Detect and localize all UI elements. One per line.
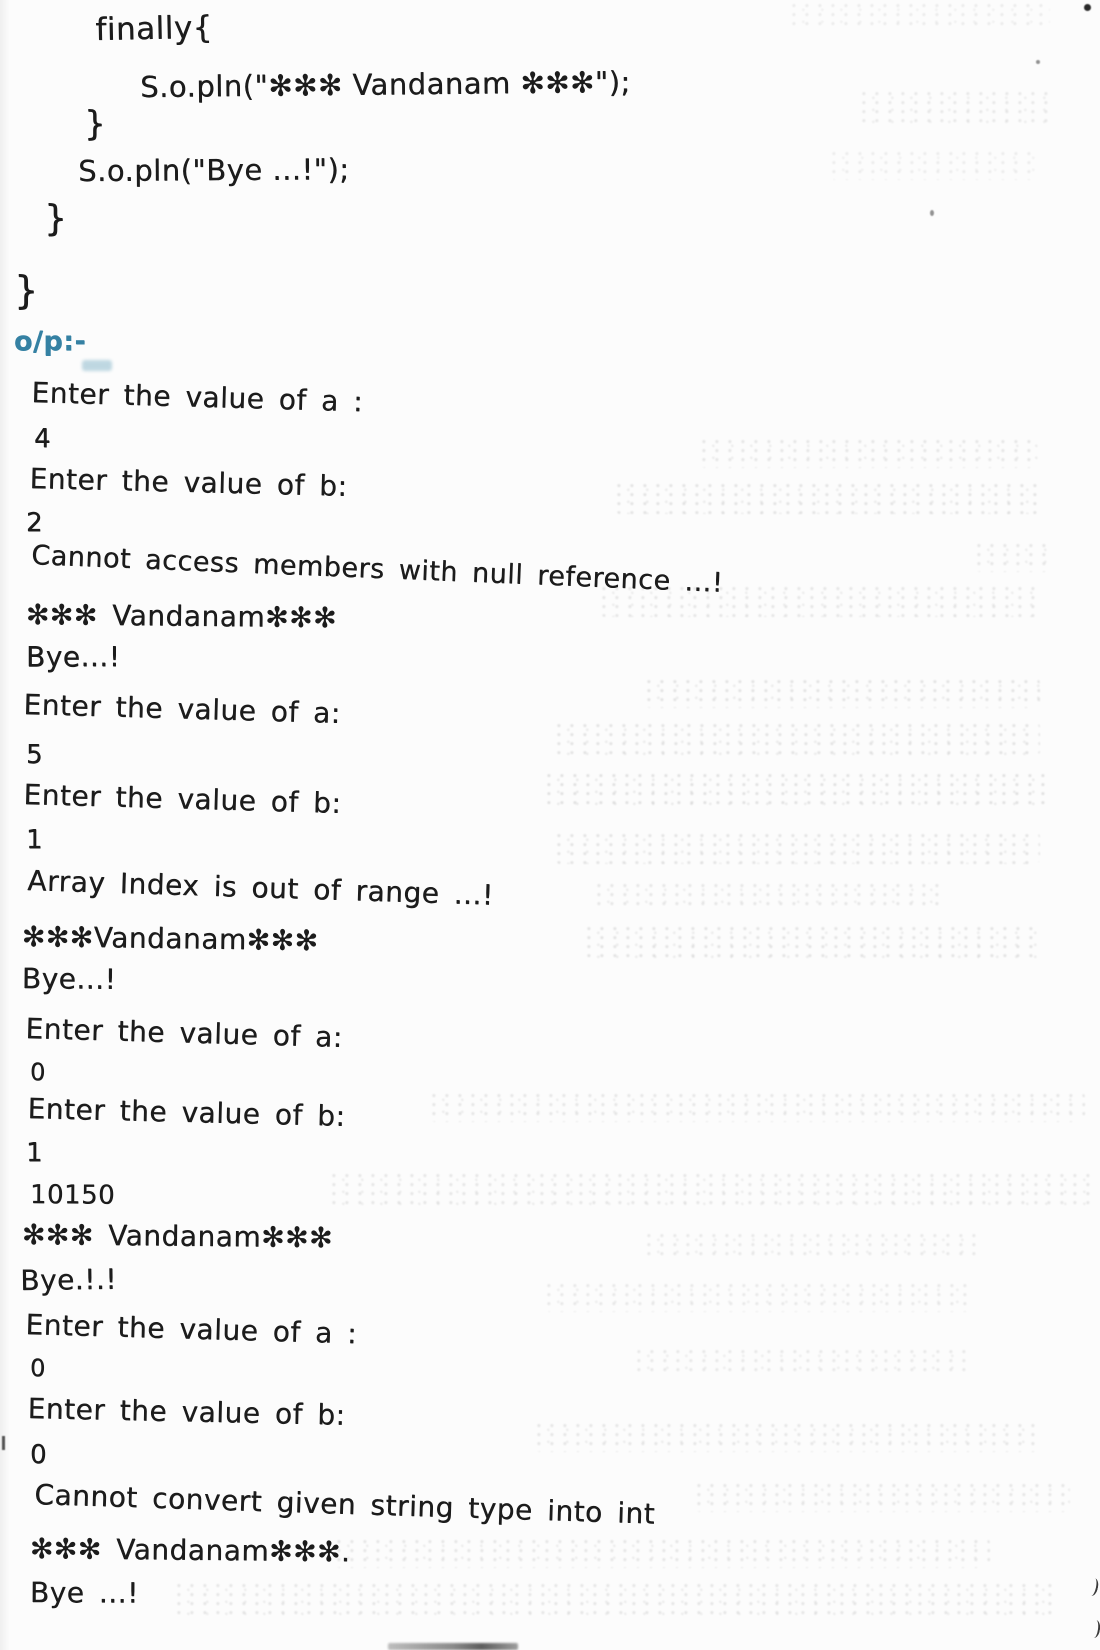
output-line: Cannot access members with null reference ...! bbox=[30, 540, 724, 599]
stray-ink-mark bbox=[1086, 1577, 1100, 1597]
stray-ink-mark bbox=[1089, 1619, 1100, 1638]
output-line: Enter the value of a : bbox=[31, 376, 364, 419]
bleedthrough-smudge bbox=[330, 1172, 1090, 1206]
output-line: ✻✻✻ Vandanam✻✻✻ bbox=[25, 598, 338, 635]
code-line: S.o.pln("✻✻✻ Vandanam ✻✻✻"); bbox=[140, 64, 631, 104]
bleedthrough-smudge bbox=[175, 1582, 1060, 1616]
bleedthrough-smudge bbox=[695, 1482, 1070, 1512]
code-line: finally{ bbox=[95, 9, 214, 48]
output-line: ✻✻✻ Vandanam✻✻✻ bbox=[21, 1218, 334, 1255]
bleedthrough-smudge bbox=[555, 832, 1040, 864]
code-line: } bbox=[84, 104, 107, 144]
paper-edge-mark bbox=[2, 1436, 5, 1450]
bleedthrough-smudge bbox=[615, 482, 1040, 514]
bleedthrough-smudge bbox=[860, 90, 1050, 124]
bleedthrough-smudge bbox=[830, 150, 1040, 180]
ink-speck bbox=[930, 210, 934, 216]
output-line: Bye...! bbox=[21, 962, 117, 996]
bleedthrough-smudge bbox=[790, 2, 1050, 28]
output-line: ✻✻✻ Vandanam✻✻✻. bbox=[29, 1532, 351, 1569]
output-line: 0 bbox=[30, 1354, 46, 1382]
bleedthrough-smudge bbox=[335, 1538, 990, 1568]
bleedthrough-smudge bbox=[645, 678, 1040, 708]
output-line: Enter the value of b: bbox=[29, 462, 348, 503]
output-line: 0 bbox=[30, 1440, 48, 1470]
output-line: Cannot convert given string type into int bbox=[33, 1478, 656, 1531]
bleedthrough-smudge bbox=[535, 1422, 1040, 1452]
bleedthrough-smudge bbox=[635, 1348, 970, 1376]
bleedthrough-smudge bbox=[545, 772, 1045, 808]
output-line: Array Index is out of range ...! bbox=[26, 864, 495, 912]
bleedthrough-smudge bbox=[975, 542, 1055, 572]
output-line: Enter the value of b: bbox=[23, 778, 342, 820]
code-line: } bbox=[14, 268, 39, 312]
bottom-edge-shadow bbox=[388, 1643, 518, 1650]
teal-ink-smear bbox=[82, 360, 112, 371]
output-line: Bye.!.! bbox=[20, 1262, 118, 1297]
output-line: 2 bbox=[26, 508, 44, 538]
output-line: Enter the value of a: bbox=[23, 688, 342, 730]
bleedthrough-smudge bbox=[545, 1282, 970, 1312]
output-line: 4 bbox=[34, 424, 52, 454]
output-line: Enter the value of a : bbox=[25, 1308, 358, 1351]
output-label: o/p:- bbox=[14, 326, 87, 357]
bleedthrough-smudge bbox=[430, 1092, 1085, 1122]
output-line: ✻✻✻Vandanam✻✻✻ bbox=[21, 920, 319, 958]
output-line: Enter the value of a: bbox=[25, 1012, 344, 1054]
output-line: Enter the value of b: bbox=[27, 1392, 346, 1432]
ink-speck bbox=[1084, 4, 1091, 11]
ink-speck bbox=[1036, 60, 1040, 64]
code-line: } bbox=[44, 198, 68, 239]
output-line: 0 bbox=[30, 1058, 46, 1086]
output-line: 10150 bbox=[29, 1180, 116, 1211]
output-line: Bye...! bbox=[26, 640, 121, 673]
output-line: Enter the value of b: bbox=[27, 1092, 346, 1133]
bleedthrough-smudge bbox=[595, 882, 940, 910]
output-line: 1 bbox=[26, 825, 44, 855]
bleedthrough-smudge bbox=[585, 925, 1040, 959]
bleedthrough-smudge bbox=[700, 438, 1040, 468]
output-line: Bye ...! bbox=[29, 1576, 139, 1610]
code-line: S.o.pln("Bye ...!"); bbox=[78, 152, 350, 188]
bleedthrough-smudge bbox=[645, 1232, 980, 1258]
bleedthrough-smudge bbox=[555, 722, 1040, 756]
output-line: 1 bbox=[26, 1138, 44, 1168]
output-line: 5 bbox=[26, 740, 44, 770]
